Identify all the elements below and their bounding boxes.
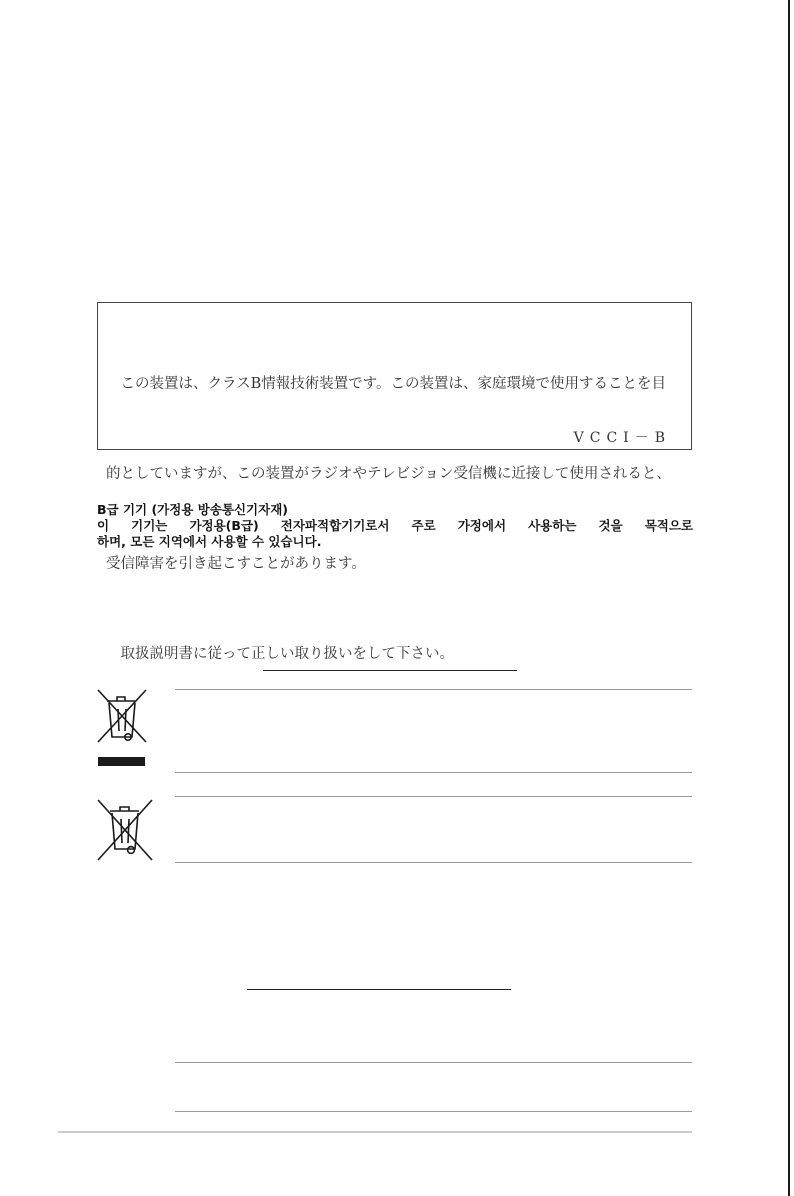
section-heading-underline-1 xyxy=(263,670,517,671)
weee-block-2-bottom-rule xyxy=(175,862,692,863)
korean-notice-title: B급 기기 (가정용 방송통신기자재) xyxy=(97,502,288,517)
weee-block-2-top-rule xyxy=(175,796,692,797)
block-3-bottom-rule xyxy=(175,1111,692,1112)
korean-notice-line-2: 하며, 모든 지역에서 사용할 수 있습니다. xyxy=(97,534,322,549)
vcci-line-1: この装置は、クラスB情報技術装置です。この装置は、家庭環境で使用することを目 xyxy=(106,376,667,392)
vcci-line-2: 的としていますが、この装置がラジオやテレビジョン受信機に近接して使用されると、 xyxy=(106,466,671,482)
footer-rule xyxy=(58,1131,692,1133)
page-edge-line xyxy=(788,0,790,1196)
vcci-line-4: 取扱説明書に従って正しい取り扱いをして下さい。 xyxy=(106,646,454,662)
section-heading-underline-2 xyxy=(247,989,511,990)
weee-block-1-top-rule xyxy=(175,689,692,690)
block-3-top-rule xyxy=(175,1062,692,1063)
vcci-class-mark: VCCI－B xyxy=(573,430,671,446)
crossed-out-wheeled-bin-icon xyxy=(95,687,149,769)
vcci-line-3: 受信障害を引き起こすことがあります。 xyxy=(106,556,366,572)
korean-class-b-notice xyxy=(97,502,693,550)
crossed-out-wheeled-bin-icon xyxy=(95,797,155,863)
weee-block-1-bottom-rule xyxy=(175,772,692,773)
korean-notice-line-1: 이 기기는 가정용(B급) 전자파적합기기로서 주로 가정에서 사용하는 것을 목적으로 xyxy=(97,518,693,533)
